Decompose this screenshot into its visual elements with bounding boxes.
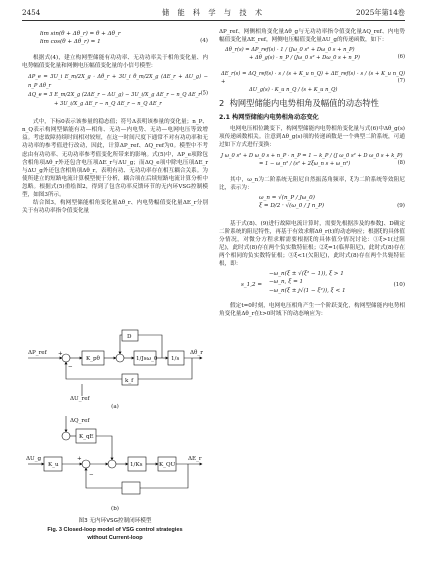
eq4-line2: lim cos(θ + Δθ_r) = 1	[40, 39, 101, 46]
equation-9	[219, 194, 405, 218]
left-paragraph-3: 结合图3，构网型储能相角变化量Δθ_r、内电势幅值变化量ΔE_r分别关于有功功率指令值变化量	[22, 200, 208, 215]
eq6-number: (6)	[397, 54, 405, 61]
eq10-line1: −ω_n(ξ ± √(ξ² − 1)), ξ > 1	[269, 271, 344, 278]
fig3-caption-en-2: without Current-loop	[87, 535, 143, 541]
right-paragraph-2: 电网电压相位跳变下，构网型储能内电势相角变化量与式(6)中Δθ_g(s)项传递函数相关。注意到Δθ_g(s)项的传递函数是一个典型二阶系统，可通过如下方式进行变换：	[219, 126, 405, 149]
eq7-line1: ΔE_r(s) = ΔQ_ref(s) · s / (s + K_u n_Q) + ΔE_ref(s) · s / (s + K_u n_Q) +	[221, 71, 405, 86]
eq10-lhs: s_1,2 =	[241, 282, 263, 289]
subsection-2-1-heading: 2.1 构网型储能内电势相角动态变化	[219, 114, 319, 122]
diagA-block-jsw: 1/Jsω_0	[136, 356, 158, 362]
equation-8	[219, 152, 405, 174]
fig3-caption-en-1: Fig. 3 Closed-loop model of VSG control strategies	[47, 527, 183, 533]
issue-label: 2025年第14卷	[355, 8, 405, 17]
diagA-block-kp: K_pθ	[86, 356, 100, 362]
eq6-line2: + Δθ_g(s) · n_P / (Jω_0 s² + Dω_0 s + n_P)	[249, 55, 360, 62]
eq4-number: (4)	[200, 37, 208, 44]
diagB-input-left: ΔU_g	[26, 456, 42, 462]
diagB-sum-plus: +	[77, 456, 82, 462]
diagB-block-1ks: 1/Ks	[130, 462, 143, 468]
diagB-block-kqu: K_QU	[159, 462, 176, 468]
left-paragraph-1: 根据式(4)，建立构网型储能有功功率、无功功率关于相角变化量、内电势幅值变化量和网侧电压幅值变化量的小信号模型：	[22, 55, 208, 70]
section-2-number: 2	[219, 98, 225, 109]
diagA-output: Δθ_r	[190, 350, 203, 356]
right-paragraph-3: 其中，ω_n为二阶系统无阻尼自然振荡角频率，ξ为二阶系统等效阻尼比，表示为：	[219, 176, 405, 191]
eq5-row1: ΔP_e = 3U_i E_m/2X_g · Δθ_r + 3U_i θ_m/2X_g (ΔE_r + ΔU_g) − n_P Δθ_r	[28, 74, 208, 90]
block-diagram-b	[22, 414, 208, 504]
block-diagram-a	[22, 322, 208, 402]
eq5-number: (5)	[200, 90, 208, 97]
eq9-line2: ξ = D/2 · √(ω_0 / J n_P)	[259, 202, 325, 209]
section-2-heading	[219, 98, 405, 109]
eq5-row2: ΔQ_e = 3 E_m/2X_g (2ΔE_r − ΔU_g) − 3U_i/X_g ΔE_r − n_Q ΔE_r	[28, 92, 201, 99]
equation-5	[22, 73, 208, 115]
diagA-block-kf: k_f	[125, 378, 134, 384]
diagA-sum-minus: −	[68, 364, 73, 370]
diagB-block-ku: K_u	[48, 462, 59, 468]
fig3b-label: (b)	[111, 506, 119, 512]
eq10-line2: −ω_n, ξ = 1	[269, 279, 304, 286]
eq10-number: (10)	[393, 282, 405, 289]
eq7-line2: ΔU_g(s) · K_u n_Q / (s + K_u n_Q)	[249, 87, 338, 94]
diagA-input-left: ΔP_ref	[28, 350, 47, 356]
eq10-line3: −ω_n(ξ ± j√(1 − ξ²)), ξ < 1	[269, 287, 346, 294]
diagB-input-top: ΔQ_ref	[70, 418, 90, 424]
eq8-line2: = 1 − ω_n² / (s² + 2ξω_n s + ω_n²)	[259, 160, 351, 167]
right-column	[219, 28, 405, 319]
eq9-number: (9)	[397, 202, 405, 209]
right-paragraph-4: 基于式(8)、(9)进行故障电流计算时，需要先根据涉及的参数J、D确定二阶系统的阻尼特性，再基于有效求解Δθ_r(t)的动态响应；根据ξ的具体值分情况，对微分方程求解需要根据ξ的具体值分情况讨论：①ξ>1(过阻尼)，此时式(8)存在两个负实数特征根；②ξ=1(临界阻尼)，此时式(8)存在两个相同的负实数特征根；③ξ<1(欠阻尼)，此时式(8)存在两个共轭特征根，即：	[219, 220, 405, 268]
page-number: 2454	[22, 8, 41, 17]
right-paragraph-5: 假定t=0时刻，电网电压相角产生一个阶跃变化，构网型储能内电势相角变化量Δθ_r在t>0时域下的动态响应为：	[219, 303, 405, 318]
diagA-sum-plus: +	[58, 351, 63, 357]
right-paragraph-1: ΔP_ref、网侧相角变化量Δθ_g与无功功率指令值变化量ΔQ_ref、内电势幅值变化量ΔE_ref，网侧电压幅值变化量ΔU_g的传递函数，如下：	[219, 29, 405, 44]
equation-6	[219, 46, 405, 68]
diagA-block-1s: 1/s	[171, 356, 180, 362]
section-2-title: 构网型储能内电势相角及幅值的动态特性	[229, 98, 379, 109]
equation-10	[219, 270, 405, 300]
diagA-block-d: D	[127, 334, 132, 340]
journal-title: 储 能 科 学 与 技 术	[161, 8, 266, 17]
diagB-sum-minus: −	[89, 472, 94, 478]
header-rule	[22, 20, 405, 21]
figure-3	[22, 322, 208, 572]
diagB-block-kqe: K_qE	[79, 434, 94, 440]
fig3-caption-cn: 图3 无内环VSG控制闭环模型	[78, 518, 152, 524]
equation-4	[22, 30, 208, 52]
eq7-number: (7)	[397, 78, 405, 85]
eq4-line1: lim sin(θ + Δθ_r) = θ + Δθ_r	[40, 31, 121, 37]
eq5-row3: + 3U_i/X_g ΔE_r − n_Q ΔE_r − n_Q ΔE_r	[54, 101, 162, 108]
eq6-line1: Δθ_r(s) = ΔP_ref(s) · 1 / (Jω_0 s² + Dω_0 s + n_P)	[225, 47, 355, 54]
left-paragraph-2: 式中，下标0表示该参量的稳态值；符号Δ表明该参量的变化量；n_P、n_Q表示构网型储能有功—相角、无功—内电势、无功—电网电压等效增益。考虑故障持续时间相对较短，在这一时间尺度下通常不对有功功率和无功功率的参考值进行改动，因此，计算ΔP_ref、ΔQ_ref为0。模型中不考虑由有功功率、无功功率参考值变化所带来的影响。式(5)中，ΔP_e项除包含相角项Δθ_r外还包含电压项ΔE_r与ΔU_g；而ΔQ_e项中除电压项ΔE_r与ΔU_g外还包含相角项Δθ_r，表明有功、无功功率存在相互耦合关系。为使所建立的短路电流计算模型便于分析，耦合项在后续短路电流计算分析中忽略。根据式(5)重绘图2，得到了包含功率反馈环节的无内环VSG控制模型，如图3所示。	[22, 119, 208, 199]
equation-7	[219, 70, 405, 92]
left-column	[22, 28, 208, 215]
fig3a-label: (a)	[111, 404, 119, 410]
eq8-number: (8)	[397, 159, 405, 166]
diagB-output: ΔE_r	[188, 456, 202, 462]
diagA-input-bottom: ΔU_ref	[70, 396, 90, 402]
eq8-line1: J ω_0 s² + D ω_0 s + n_P · n_P = 1 − k_P / (J ω_0 s² + D ω_0 s + k_P)	[221, 152, 403, 159]
eq9-line1: ω_n = √(n_P / Jω_0)	[259, 194, 315, 201]
